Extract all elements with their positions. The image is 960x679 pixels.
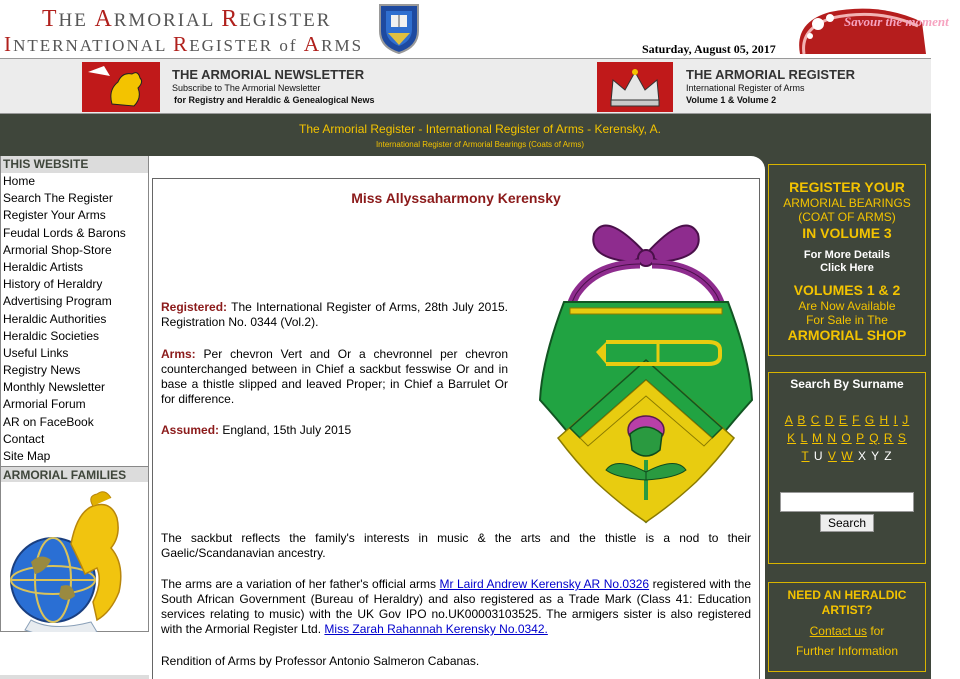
nav-item-heraldic-artists[interactable]: Heraldic Artists [3,259,84,274]
nav-item-newsletter[interactable]: Monthly Newsletter [3,380,106,395]
arms-paragraph [161,347,508,407]
registered-text: The International Register of Arms, 28th July 2015. Registration No. 0344 (Vol.2). [161,300,508,329]
promo-line-volumes: VOLUMES 1 & 2 [793,282,901,298]
search-heading: Search By Surname [790,377,904,391]
promo-line-available: Are Now Available [798,299,896,313]
nav-item-contact[interactable]: Contact [3,431,45,446]
register-promo-box[interactable] [768,164,926,356]
page-banner [0,114,931,156]
current-date: Saturday, August 05, 2017 [642,42,776,56]
armorial-families-image[interactable] [1,482,148,642]
artist-heading-1: NEED AN HERALDIC [787,588,907,602]
letter-unlinked: U [813,449,824,463]
nav-item-useful-links[interactable]: Useful Links [3,345,69,360]
nav-item-search-register[interactable]: Search The Register [3,191,113,206]
letter-link[interactable]: V [827,449,837,463]
letter-unlinked: X [857,449,867,463]
letter-link[interactable]: L [800,431,808,445]
sister-arms-link[interactable]: Miss Zarah Rahannah Kerensky No.0342. [324,622,548,636]
letter-link[interactable]: Q [869,431,880,445]
letter-link[interactable]: H [879,413,890,427]
promo-click-here[interactable]: Click Here [820,262,874,274]
artist-heading-2: ARTIST? [821,603,873,617]
arms-label: Arms: [161,347,196,361]
assumed-text: England, 15th July 2015 [219,423,352,437]
site-title-line2[interactable]: INTERNATIONAL REGISTER of ARMS [4,32,364,56]
letter-link[interactable]: K [787,431,797,445]
letters-row-3 [769,447,925,465]
search-button-row [769,514,925,532]
register-shield-logo[interactable] [378,3,420,55]
lion-rampant-image[interactable] [82,62,160,112]
promo-line-shop[interactable]: ARMORIAL SHOP [787,327,907,343]
father-arms-link[interactable]: Mr Laird Andrew Kerensky AR No.0326 [439,577,650,591]
crown-image[interactable] [597,62,673,112]
left-nav-footer-bar [0,675,149,679]
artist-info-line: Further Information [795,644,899,658]
surname-search-box [768,372,926,564]
symbolism-paragraph: The sackbut reflects the family's interests in music & the arts and the thistle is a nod to their Gaelic/Scandanavian ancestry. [161,531,751,560]
promo-line-sale: For Sale in The [806,313,888,327]
surname-search-input[interactable] [780,492,914,512]
registered-label: Registered: [161,300,228,314]
letter-link[interactable]: P [856,431,865,445]
nav-item-home[interactable]: Home [3,174,36,188]
letter-link[interactable]: G [864,413,876,427]
banner-subtitle: International Register of Armorial Bearings (Coats of Arms) [375,140,585,149]
nav-item-feudal-lords[interactable]: Feudal Lords & Barons [3,225,126,240]
register-subtitle: International Register of Arms [686,83,805,93]
nav-item-authorities[interactable]: Heraldic Authorities [3,311,107,326]
assumed-paragraph [161,423,508,438]
rendition-credit: Rendition of Arms by Professor Antonio Salmeron Cabanas. [161,654,480,668]
newsletter-tagline: for Registry and Heraldic & Genealogical News [174,95,375,105]
register-title[interactable]: THE ARMORIAL REGISTER [686,67,856,82]
letter-link[interactable]: D [824,413,835,427]
promo-band [0,58,931,114]
assumed-label: Assumed: [161,423,220,437]
registered-paragraph [161,300,508,330]
site-title-line1[interactable]: THE ARMORIAL REGISTER [42,6,332,32]
nav-item-advertising[interactable]: Advertising Program [3,294,112,309]
banner-title: The Armorial Register - International Register of Arms - Kerensky, A. [299,122,661,136]
letter-link[interactable]: A [784,413,794,427]
letter-link[interactable]: N [827,431,838,445]
promo-line-coat: (COAT OF ARMS) [798,210,896,224]
letter-link[interactable]: C [810,413,821,427]
register-volumes: Volume 1 & Volume 2 [686,95,777,105]
letter-unlinked: Z [884,449,893,463]
letters-row-2 [769,429,925,447]
nav-item-shop[interactable]: Armorial Shop-Store [3,242,112,257]
letter-link[interactable]: J [902,413,910,427]
heraldic-artist-box [768,582,926,672]
artist-contact-line: Contact us for [809,624,885,638]
nav-item-forum[interactable]: Armorial Forum [3,397,86,412]
promo-line-register: REGISTER YOUR [789,179,905,195]
nav-heading: THIS WEBSITE [1,156,148,173]
nav-item-history[interactable]: History of Heraldry [3,277,103,292]
letters-row-1 [769,411,925,429]
contact-us-link[interactable]: Contact us [809,624,868,638]
surname-letters [769,411,925,465]
lion-globe-icon [1,482,148,642]
letter-link[interactable]: E [838,413,848,427]
left-nav [0,156,149,632]
left-nav-footer [0,632,149,679]
newsletter-subtitle: Subscribe to The Armorial Newsletter [172,83,321,93]
nav-item-registry-news[interactable]: Registry News [3,363,81,378]
families-heading: ARMORIAL FAMILIES [1,466,148,482]
site-header [0,0,949,58]
savour-logo-text: Savour the moment [844,14,949,29]
variation-paragraph: The arms are a variation of her father's official arms Mr Laird Andrew Kerensky AR No.0326 registered with the South African Government (Bureau of Heraldry) and also registered as a Trade Mark (Class 41: Education services relating to music) with the UK Gov IPO no.UK00003103525. The armigers sister is also registered with the Armorial Register Ltd. Miss Zarah Rahannah Kerensky No.0342. [161,577,751,636]
letter-link[interactable]: F [852,413,861,427]
savour-the-moment-logo[interactable] [790,2,949,56]
nav-item-site-map[interactable]: Site Map [3,449,51,463]
promo-line-details: For More Details [803,249,891,261]
letter-link[interactable]: I [893,413,898,427]
coat-of-arms-image [536,210,756,528]
armiger-name: Miss Allyssaharmony Kerensky [351,190,561,206]
letter-link[interactable]: T [801,449,810,463]
letter-link[interactable]: R [883,431,894,445]
newsletter-title[interactable]: THE ARMORIAL NEWSLETTER [172,67,365,82]
search-button[interactable]: Search [820,514,874,532]
letter-link[interactable]: B [797,413,807,427]
letter-link[interactable]: S [897,431,907,445]
letter-link[interactable]: W [841,449,854,463]
letter-link[interactable]: O [841,431,852,445]
promo-line-volume3: IN VOLUME 3 [802,225,892,241]
letter-unlinked: Y [871,449,880,463]
nav-item-register-arms[interactable]: Register Your Arms [3,208,106,223]
letter-link[interactable]: M [812,431,824,445]
arms-blazon: Per chevron Vert and Or a chevronnel per chevron counterchanged between in Chief a sackbut fesswise Or and in base a thistle slipped and leaved Proper; in Chief a Barrulet Or for difference. [161,347,508,406]
promo-line-bearings: ARMORIAL BEARINGS [783,196,911,210]
nav-item-societies[interactable]: Heraldic Societies [3,328,100,343]
nav-item-facebook[interactable]: AR on FaceBook [3,414,94,429]
